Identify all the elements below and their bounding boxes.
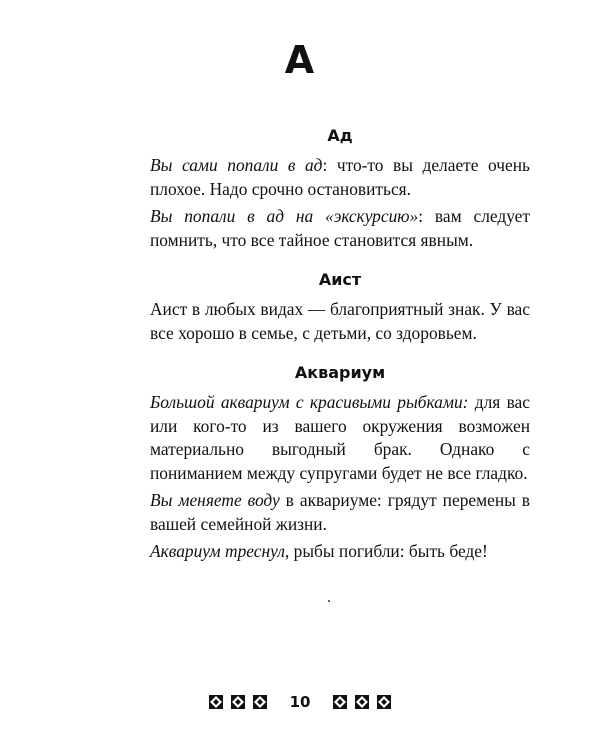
dream-phrase: Вы попали в ад на «экскурсию» xyxy=(150,206,419,226)
page-footer xyxy=(0,690,600,714)
entry-paragraph xyxy=(150,391,530,485)
diamond-ornament-icon xyxy=(376,694,392,710)
dream-phrase: Аквариум треснул xyxy=(150,541,285,561)
chapter-letter: А xyxy=(284,38,316,82)
dream-meaning: Аист в любых видах — благоприятный знак. У вас все хорошо в семье, с детьми, со здоровьем. xyxy=(150,299,530,343)
dream-phrase: Вы сами попали в ад xyxy=(150,155,323,175)
dictionary-content xyxy=(150,126,530,568)
entry-aist xyxy=(150,270,530,345)
entry-akvarium xyxy=(150,363,530,564)
print-speck xyxy=(328,600,330,602)
dream-meaning: : что-то вы делаете очень плохое. Надо срочно остановиться. xyxy=(150,155,530,199)
diamond-ornament-icon xyxy=(208,694,224,710)
dream-phrase: Вы меняете воду xyxy=(150,490,280,510)
dream-meaning: : вам следует помнить, что все тайное становится явным. xyxy=(150,206,530,250)
entry-ad xyxy=(150,126,530,252)
dream-meaning: , рыбы погибли: быть беде! xyxy=(284,541,488,561)
diamond-ornament-icon xyxy=(252,694,268,710)
entry-paragraph xyxy=(150,205,530,252)
entry-heading: Аист xyxy=(318,270,362,289)
dream-phrase: Большой аквариум с красивыми рыбками: xyxy=(150,392,469,412)
dream-meaning: в аквариуме: грядут перемены в вашей семейной жизни. xyxy=(150,490,530,534)
entry-paragraph xyxy=(150,298,530,345)
entry-heading: Ад xyxy=(327,126,353,145)
page-number: 10 xyxy=(289,693,311,711)
diamond-ornament-icon xyxy=(332,694,348,710)
entry-paragraph xyxy=(150,540,530,564)
dream-meaning: для вас или кого-то из вашего окружения возможен материально выгодный брак. Однако с пониманием между супругами будет не все гладко. xyxy=(150,392,530,483)
entry-heading: Аквариум xyxy=(294,363,386,382)
diamond-ornament-icon xyxy=(230,694,246,710)
entry-paragraph xyxy=(150,489,530,536)
entry-paragraph xyxy=(150,154,530,201)
diamond-ornament-icon xyxy=(354,694,370,710)
